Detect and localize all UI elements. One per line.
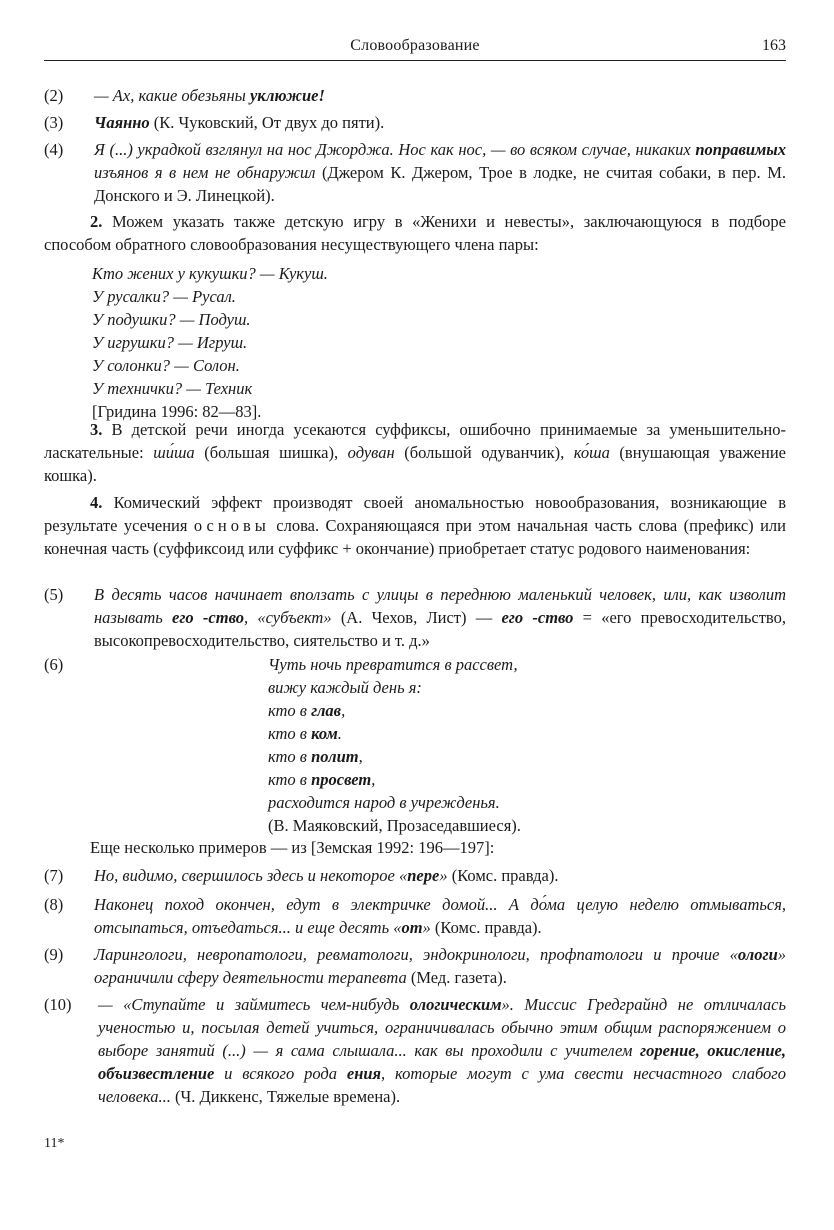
- paragraph-text: Комический эффект производят своей аномальностью новообразования, возникающие в результате усечения: [44, 493, 786, 535]
- example-8: [44, 893, 786, 939]
- example-word: ко́ша: [573, 443, 610, 462]
- example-number: (2): [44, 86, 64, 105]
- example-bold-word: полит: [311, 747, 359, 766]
- header-rule: [44, 60, 786, 61]
- example-bold-word: уклюжие!: [249, 86, 325, 105]
- example-5: [44, 583, 786, 652]
- example-number: (6): [44, 655, 64, 674]
- example-fragment: » ограничили сферу деятельности терапевта: [94, 945, 786, 987]
- paragraph-3: [44, 418, 786, 487]
- example-10: [44, 993, 786, 1108]
- example-fragment: — «Ступайте и займитесь чем-нибудь: [98, 995, 410, 1014]
- example-word: одуван: [347, 443, 395, 462]
- example-2: [44, 84, 786, 107]
- example-bold-word: его -ство: [501, 608, 574, 627]
- verse-line: расходится народ в учрежденья.: [268, 793, 500, 812]
- verse-line: [268, 722, 521, 745]
- game-source: [Гридина 1996: 82—83].: [92, 402, 262, 421]
- example-source: (Комс. правда).: [447, 866, 559, 885]
- example-word: ши́ша: [153, 443, 195, 462]
- example-bold-word: ологическим: [409, 995, 502, 1014]
- example-source: (А. Чехов, Лист) —: [331, 608, 502, 627]
- example-text: [94, 583, 786, 652]
- example-bold-word: ком: [311, 724, 338, 743]
- example-fragment: и всякого рода: [214, 1064, 347, 1083]
- verse-line: [268, 768, 521, 791]
- example-fragment: изъянов я в нем не обнаружил: [94, 163, 316, 182]
- example-source: (Ч. Диккенс, Тяжелые времена).: [170, 1087, 401, 1106]
- paragraph-number: 2.: [90, 212, 103, 231]
- verse-fragment: кто в: [268, 770, 312, 789]
- game-line: У русалки? — Русал.: [92, 287, 236, 306]
- paragraph-2: [44, 210, 786, 256]
- game-line: У технички? — Техник: [92, 379, 253, 398]
- example-bold-word: пере: [407, 866, 440, 885]
- example-fragment: »: [422, 918, 431, 937]
- example-bold-word: поправимых: [695, 140, 786, 159]
- example-bold-word: от: [401, 918, 423, 937]
- example-fragment: , «субъект»: [243, 608, 332, 627]
- example-bold-word: ения: [346, 1064, 382, 1083]
- paragraph-text: В детской речи иногда усекаются суффиксы, ошибочно принимаемые за уменьшительно-ласкательные:: [44, 420, 786, 462]
- example-3: [44, 111, 786, 134]
- example-number: (10): [44, 995, 72, 1014]
- running-head: [44, 34, 786, 60]
- game-line: У подушки? — Подуш.: [92, 310, 251, 329]
- game-line: Кто жених у кукушки? — Кукуш.: [92, 264, 328, 283]
- example-fragment: »: [439, 866, 448, 885]
- example-fragment: Я (...) украдкой взглянул на нос Джорджа. Нос как нос, — во всяком случае, никаких: [94, 140, 696, 159]
- example-source: (В. Маяковский, Прозаседавшиеся).: [268, 816, 521, 835]
- verse-line: [268, 699, 521, 722]
- page-number: 163: [762, 37, 786, 54]
- example-text: [94, 864, 786, 887]
- example-gloss: = «его превосходительство, высокопревосходительство, сиятельство и т. д.»: [94, 608, 786, 650]
- example-9: [44, 943, 786, 989]
- example-text: [94, 84, 786, 107]
- example-number: (9): [44, 945, 64, 964]
- paragraph-text: слова. Сохраняющаяся при этом начальная часть слова (префикс) или конечная часть (суффиксоид или суффикс + окончание) приобретает статус родового наименования:: [44, 516, 786, 558]
- verse-fragment: кто в: [268, 724, 312, 743]
- paragraph-text: (большой одуванчик),: [394, 443, 574, 462]
- paragraph-number: 3.: [90, 420, 103, 439]
- example-number: (8): [44, 895, 64, 914]
- verse-line: Чуть ночь превратится в рассвет,: [268, 655, 518, 674]
- example-number: (7): [44, 866, 64, 885]
- example-text: [94, 943, 786, 989]
- example-fragment: , которые могут с ума свести несчастного слабого человека...: [98, 1064, 786, 1106]
- verse-line: вижу каждый день я:: [268, 678, 422, 697]
- example-text: [94, 111, 786, 134]
- example-fragment: В десять часов начинает вползать с улицы в переднюю маленький человек, или, как изволит называть: [94, 585, 786, 627]
- more-examples-intro: Еще несколько примеров — из [Земская 1992: 196—197]:: [90, 838, 495, 857]
- verse-line: [268, 745, 521, 768]
- verse-fragment: кто в: [268, 701, 312, 720]
- paragraph-text: Можем указать также детскую игру в «Женихи и невесты», заключающуюся в подборе способом обратного словообразования несуществующего члена пары:: [44, 212, 786, 254]
- game-line: У солонки? — Солон.: [92, 356, 240, 375]
- example-fragment: Но, видимо, свершилось здесь и некоторое «: [94, 866, 408, 885]
- example-number: (5): [44, 585, 64, 604]
- example-source: (Мед. газета).: [406, 968, 507, 987]
- example-bold-word: ологи: [737, 945, 778, 964]
- paragraph-number: 4.: [90, 493, 103, 512]
- running-title: Словообразование: [350, 37, 480, 54]
- example-fragment: Наконец поход окончен, едут в электричке домой... А до́ма целую неделю отмываться, отсыпаться, отъедаться... и еще десять «: [94, 895, 786, 937]
- example-bold-word: горение, окисление, объизвестление: [98, 1041, 786, 1083]
- example-bold-word: Чаянно: [94, 113, 150, 132]
- spaced-word: основы: [193, 516, 270, 535]
- example-7: [44, 864, 786, 887]
- example-text: [98, 993, 786, 1108]
- verse-fragment: кто в: [268, 747, 312, 766]
- example-fragment: Ларингологи, невропатологи, ревматологи, эндокринологи, профпатологи и прочие «: [94, 945, 738, 964]
- verse-fragment: ,: [371, 770, 376, 789]
- example-text: [94, 138, 786, 207]
- example-bold-word: глав: [311, 701, 342, 720]
- example-4: [44, 138, 786, 207]
- example-bold-word: просвет: [311, 770, 372, 789]
- paragraph-text: (внушающая уважение кошка).: [44, 443, 786, 485]
- example-number: (4): [44, 140, 64, 159]
- example-source: (К. Чуковский, От двух до пяти).: [149, 113, 385, 132]
- example-fragment: ». Миссис Гредграйнд не отличалась ученостью и, посылая детей учиться, ограничивалась обычно этим общим распоряжением о выборе занятий (...) — я сама слышала... как вы проходили с учителем: [98, 995, 786, 1060]
- example-source: (Джером К. Джером, Трое в лодке, не считая собаки, в пер. М. Донского и Э. Линецкой).: [94, 163, 786, 205]
- game-lines: [92, 262, 328, 423]
- example-number: (3): [44, 113, 64, 132]
- example-source: (Комс. правда).: [430, 918, 542, 937]
- verse-fragment: ,: [341, 701, 346, 720]
- verse-fragment: .: [337, 724, 342, 743]
- printer-signature: 11*: [44, 1136, 65, 1151]
- example-fragment: — Ах, какие обезьяны: [94, 86, 250, 105]
- example-6-verse: [268, 653, 521, 837]
- paragraph-text: (большая шишка),: [194, 443, 348, 462]
- example-bold-word: его -ство: [172, 608, 244, 627]
- verse-fragment: ,: [358, 747, 363, 766]
- paragraph-4: [44, 491, 786, 560]
- example-text: [94, 893, 786, 939]
- game-line: У игрушки? — Игруш.: [92, 333, 248, 352]
